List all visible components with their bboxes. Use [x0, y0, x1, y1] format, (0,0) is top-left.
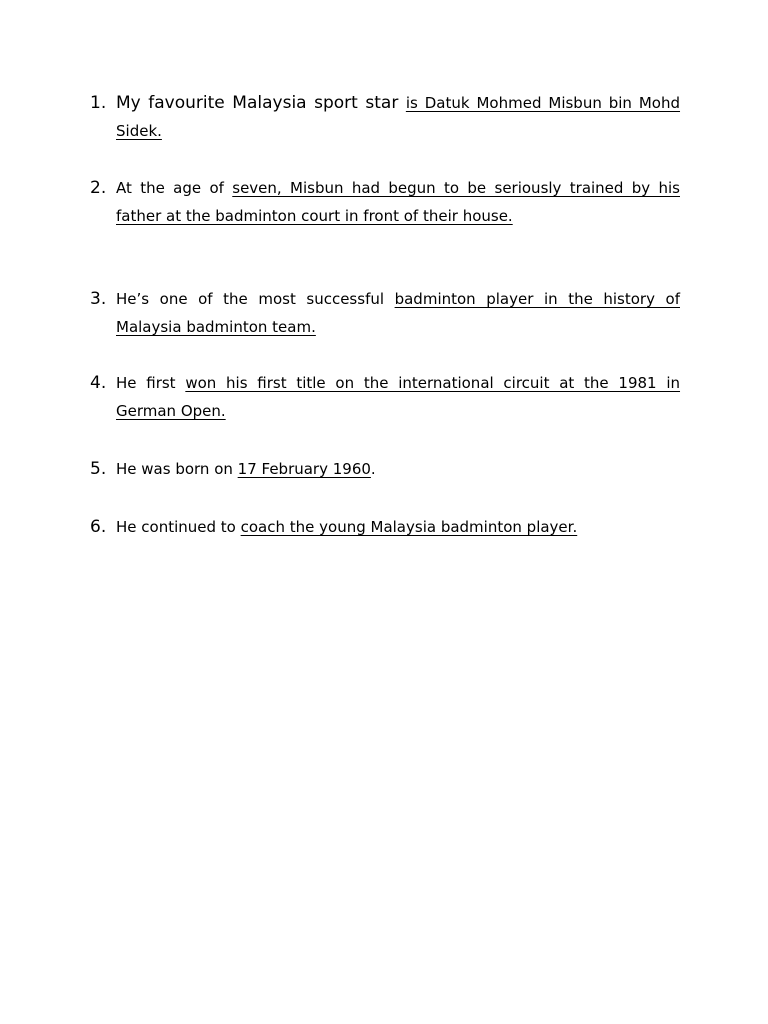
item-prompt: He’s one of the most successful: [116, 290, 395, 308]
item-answer: seven, Misbun had begun to be seriously trained by his father at the badminton court in front of their house.: [116, 179, 680, 225]
item-text: [116, 174, 680, 230]
item-number: 3.: [90, 289, 107, 309]
list-item-2: [90, 174, 680, 230]
item-number: 6.: [90, 517, 107, 537]
item-prompt: He first: [116, 374, 186, 392]
list-item-1: [90, 89, 680, 145]
item-text: [116, 455, 680, 483]
list-item-6: [90, 513, 680, 541]
item-number: 2.: [90, 178, 107, 198]
list-item-4: [90, 369, 680, 425]
item-answer: is Datuk Mohmed Misbun bin Mohd Sidek.: [116, 94, 681, 140]
item-text: [116, 89, 680, 145]
item-suffix: .: [370, 460, 376, 478]
item-prompt: He was born on: [116, 460, 238, 478]
item-prompt: At the age of: [116, 179, 233, 197]
item-text: [116, 513, 680, 541]
item-prompt: My favourite Malaysia sport star: [116, 93, 406, 113]
item-text: [116, 285, 680, 341]
item-answer: badminton player in the history of Malaysia badminton team.: [116, 290, 680, 336]
list-item-5: [90, 455, 680, 483]
item-number: 5.: [90, 459, 107, 479]
item-answer: 17 February 1960: [237, 460, 371, 478]
item-number: 1.: [90, 93, 107, 113]
item-text: [116, 369, 680, 425]
item-answer: coach the young Malaysia badminton player.: [240, 518, 578, 536]
item-prompt: He continued to: [116, 518, 241, 536]
item-number: 4.: [90, 373, 107, 393]
item-answer: won his first title on the international circuit at the 1981 in German Open.: [116, 374, 681, 420]
list-item-3: [90, 285, 680, 341]
